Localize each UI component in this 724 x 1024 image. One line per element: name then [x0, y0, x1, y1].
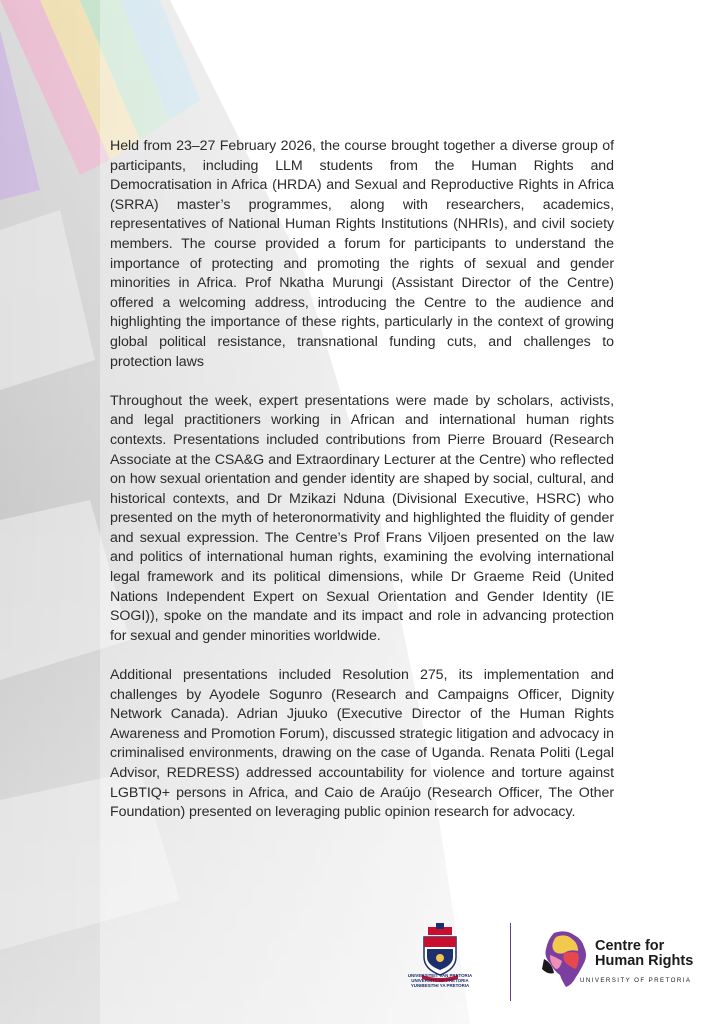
university-name-afrikaans: UNIVERSITEIT VAN PRETORIA — [407, 973, 473, 978]
footer-logos — [0, 915, 724, 1015]
logo-divider — [510, 923, 511, 1001]
centre-subtitle: UNIVERSITY OF PRETORIA — [580, 977, 692, 984]
university-name-sepedi: YUNIBESITHI YA PRETORIA — [410, 983, 470, 989]
paragraph-2: Throughout the week, expert presentations were made by scholars, activists, and legal practitioners working in African and international human rights contexts. Presentations included contributions from Pierre Brouard (Research Associate at the CSA&G and Extraordinary Lecturer at the Centre) who reflected on how sexual orientation and gender identity are shaped by social, cultural, and historical contexts, and Dr Mzikazi Nduna (Divisional Executive, HSRC) who presented on the myth of heteronormativity and highlighted the fluidity of gender and sexual expression. The Centre’s Prof Frans Viljoen presented on the law and politics of international human rights, examining the evolving international legal framework and its political dimensions, while Dr Graeme Reid (United Nations Independent Expert on Sexual Orientation and Gender Identity (IE SOGI)), spoke on the mandate and its impact and role in advancing protection for sexual and gender minorities worldwide. — [110, 392, 614, 644]
centre-title — [595, 939, 693, 969]
university-name-english: UNIVERSITY OF PRETORIA — [411, 978, 469, 984]
article-body — [110, 137, 614, 842]
centre-title-line-2: Human Rights — [595, 953, 694, 969]
university-of-pretoria-crest-icon — [400, 923, 480, 1007]
university-name-block — [402, 973, 478, 989]
paragraph-1: Held from 23–27 February 2026, the course brought together a diverse group of participants, including LLM students from the Human Rights and Democratisation in Africa (HRDA) and Sexual and Reproductive Rights in Africa (SRRA) master’s programmes, along with researchers, academics, representatives of National Human Rights Institutions (NHRIs), and civil society members. The course provided a forum for participants to understand the importance of protecting and promoting the rights of sexual and gender minorities in Africa. Prof Nkatha Murungi (Assistant Director of the Centre) offered a welcoming address, introducing the Centre to the audience and highlighting the importance of these rights, particularly in the context of growing global political resistance, transnational funding cuts, and challenges to protection laws — [110, 138, 614, 370]
paragraph-3: Additional presentations included Resolution 275, its implementation and challenges by Ayodele Sogunro (Research and Campaigns Officer, Dignity Network Canada). Adrian Jjuuko (Executive Director of the Human Rights Awareness and Promotion Forum), discussed strategic litigation and advocacy in criminalised environments, drawing on the case of Uganda. Renata Politi (Legal Advisor, REDRESS) addressed accountability for violence and torture against LGBTIQ+ persons in Africa, and Caio de Araújo (Research Officer, The Other Foundation) presented on leveraging public opinion research for advocacy. — [110, 667, 614, 821]
centre-title-line-1: Centre for — [595, 938, 665, 954]
